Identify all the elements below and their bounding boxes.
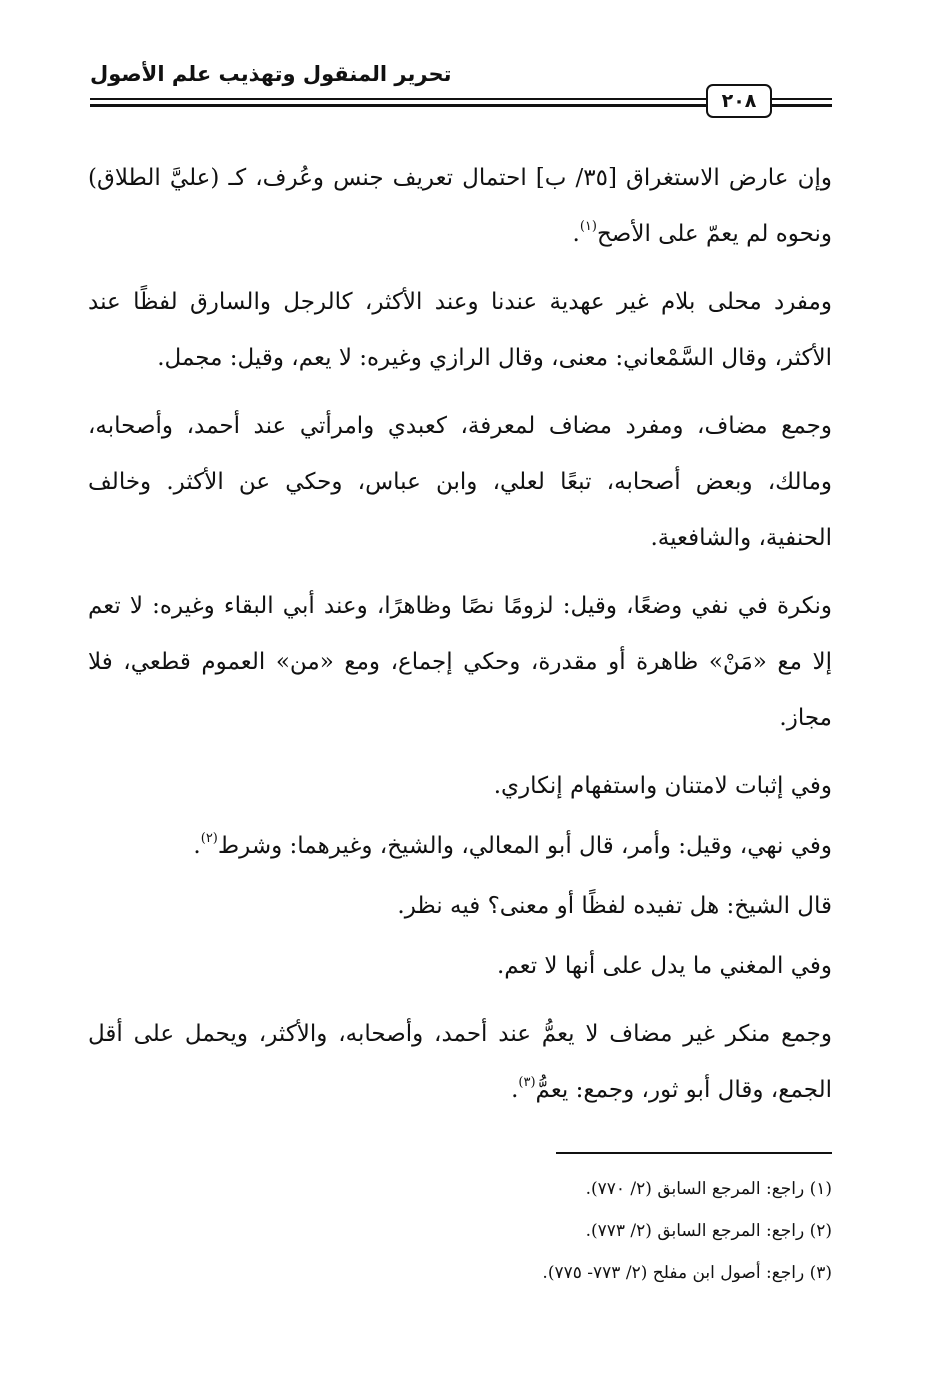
footnotes bbox=[232, 1168, 832, 1294]
footnote: (٣) راجع: أصول ابن مفلح (٢/ ٧٧٣- ٧٧٥). bbox=[542, 1263, 832, 1283]
paragraph: وفي نهي، وقيل: وأمر، قال أبو المعالي، والشيخ، وغيرهما: وشرط$^{(٢)}$. bbox=[193, 831, 832, 859]
footnote-ref: (٢) bbox=[200, 831, 218, 846]
running-title: تحرير المنقول وتهذيب علم الأصول bbox=[90, 62, 452, 86]
paragraph: ومفرد محلى بلام غير عهدية عندنا وعند الأكثر، كالرجل والسارق لفظًا عند الأكثر، وقال السَّمْعاني: معنى، وقال الرازي وغيره: لا يعم، وقيل: مجمل. bbox=[88, 289, 832, 371]
header-rule bbox=[772, 98, 832, 100]
header-rule bbox=[772, 104, 832, 107]
header-rule bbox=[90, 104, 710, 107]
paragraph: وفي المغني ما يدل على أنها لا تعم. bbox=[496, 953, 832, 979]
paragraph: وفي إثبات لامتنان واستفهام إنكاري. bbox=[493, 773, 832, 799]
page-header bbox=[90, 62, 832, 122]
body-text bbox=[88, 150, 832, 1130]
footnote: (٢) راجع: المرجع السابق (٢/ ٧٧٣). bbox=[585, 1221, 832, 1241]
paragraph: وجمع منكر غير مضاف لا يعمُّ عند أحمد، وأصحابه، والأكثر، ويحمل على أقل الجمع، وقال أبو ثور، وجمع: يعمُّ$^{(٣)}$. bbox=[88, 1021, 832, 1103]
footnote-ref: (١) bbox=[579, 219, 597, 234]
paragraph: ونكرة في نفي وضعًا، وقيل: لزومًا نصًا وظاهرًا، وعند أبي البقاء وغيره: لا تعم إلا مع «مَنْ» ظاهرة أو مقدرة، وحكي إجماع، ومع «من» العموم قطعي، فلا مجاز. bbox=[88, 593, 832, 731]
footnote-ref: (٣) bbox=[518, 1075, 536, 1090]
paragraph: وإن عارض الاستغراق [٣٥/ ب] احتمال تعريف جنس وعُرف، كـ (عليَّ الطلاق) ونحوه لم يعمّ على الأصح$^{(١)}$. bbox=[88, 165, 832, 247]
footnote: (١) راجع: المرجع السابق (٢/ ٧٧٠). bbox=[585, 1179, 832, 1199]
page-number: ٢٠٨ bbox=[706, 84, 772, 118]
paragraph: قال الشيخ: هل تفيده لفظًا أو معنى؟ فيه نظر. bbox=[397, 893, 832, 919]
paragraph: وجمع مضاف، ومفرد مضاف لمعرفة، كعبدي وامرأتي عند أحمد، وأصحابه، ومالك، وبعض أصحابه، تبعًا لعلي، وابن عباس، وحكي عن الأكثر. وخالف الحنفية، والشافعية. bbox=[88, 413, 832, 551]
header-rule bbox=[90, 98, 710, 100]
footnote-separator bbox=[556, 1152, 832, 1154]
